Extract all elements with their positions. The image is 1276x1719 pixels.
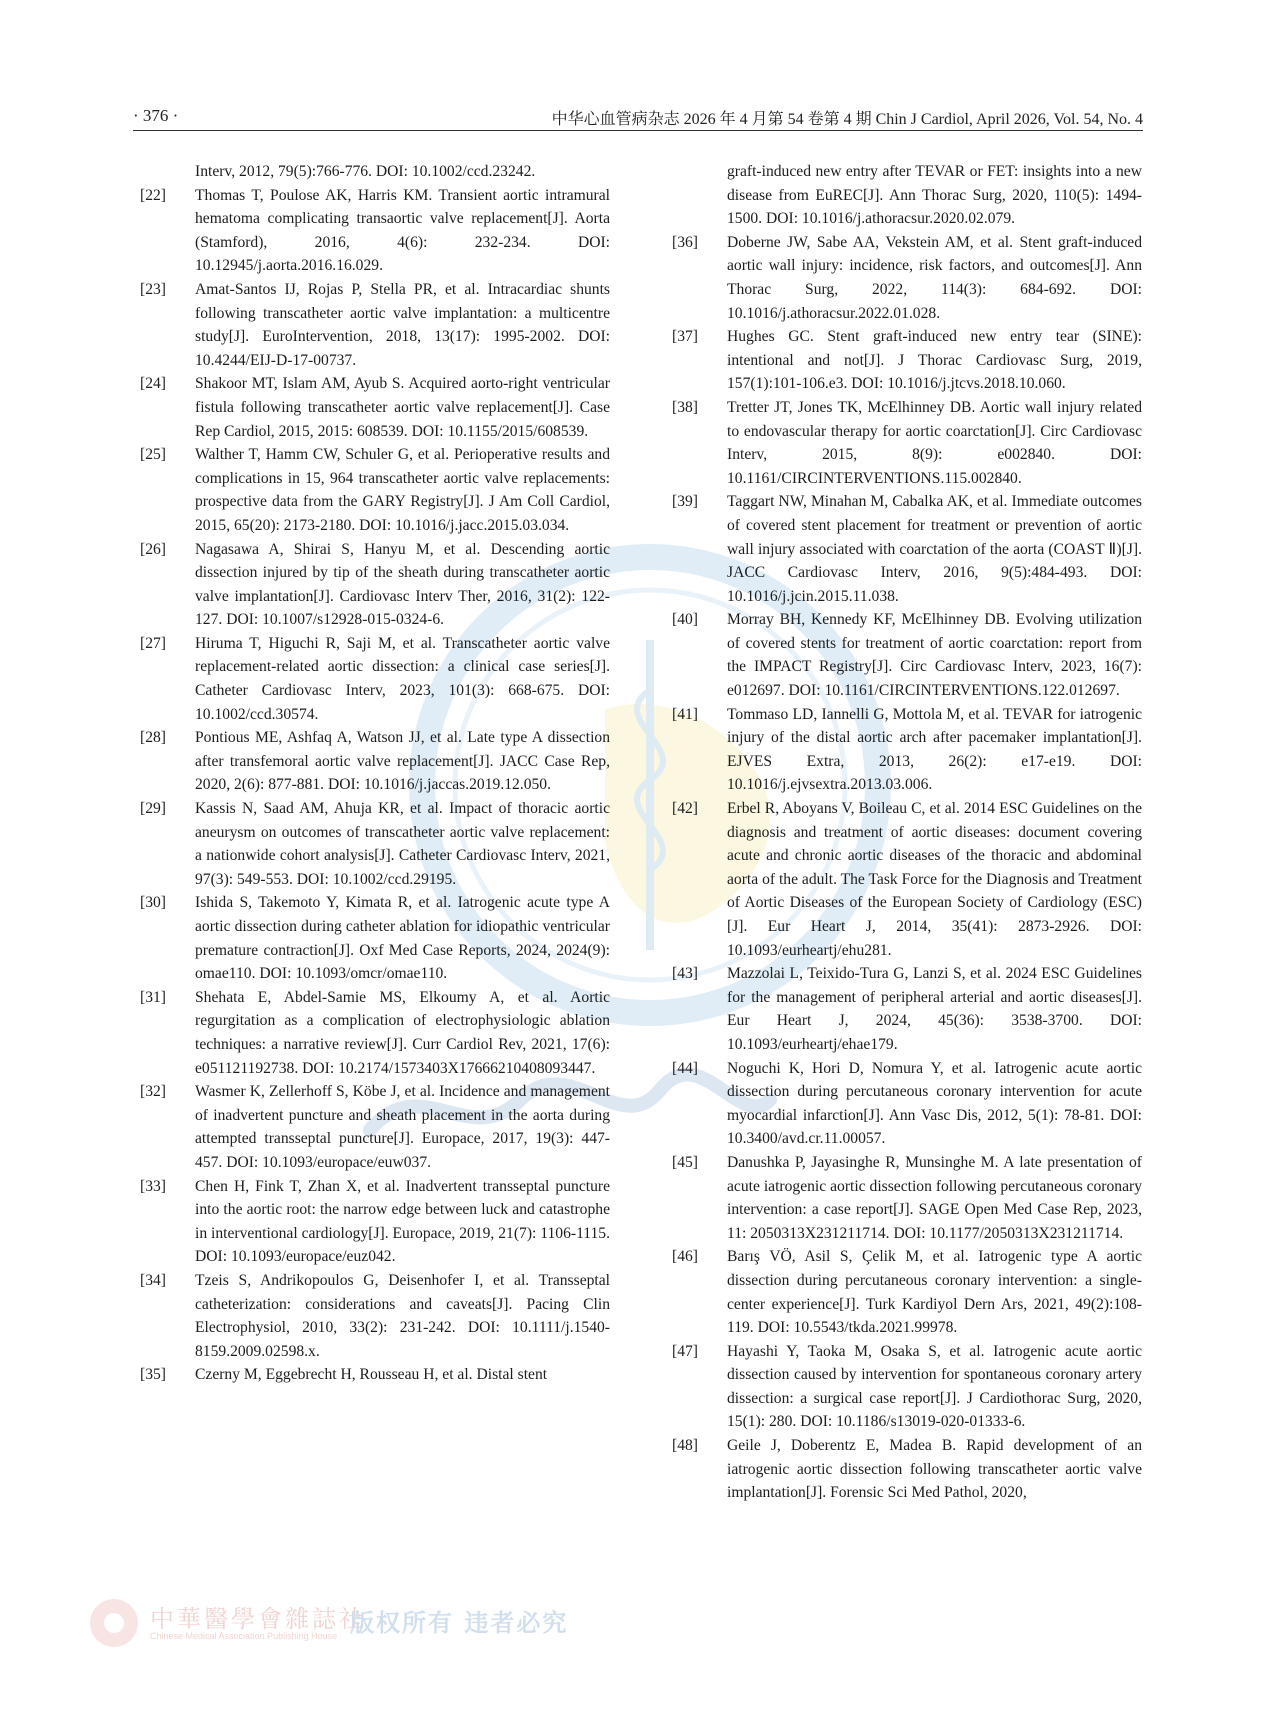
reference-entry	[672, 490, 1142, 608]
reference-list-left	[140, 160, 610, 1387]
reference-entry	[672, 231, 1142, 325]
reference-number: [22]	[140, 186, 166, 204]
reference-number: [24]	[140, 375, 166, 393]
publisher-emblem-icon	[88, 1597, 140, 1649]
reference-text: Tretter JT, Jones TK, McElhinney DB. Aortic wall injury related to endovascular therapy for aortic coarctation[J]. Circ Cardiovasc Interv, 2015, 8(9): e002840. DOI: 10.1161/CIRCINTERVENTIONS.115.002840.	[727, 398, 1142, 487]
reference-text: Shehata E, Abdel-Samie MS, Elkoumy A, et al. Aortic regurgitation as a complication of electrophysiologic ablation techniques: a narrative review[J]. Curr Cardiol Rev, 2021, 17(6): e051121192738. DOI: 10.2174/1573403X17666210408093447.	[195, 988, 610, 1077]
reference-number: [44]	[672, 1059, 698, 1077]
reference-text: Walther T, Hamm CW, Schuler G, et al. Perioperative results and complications in 15, 964 transcatheter aortic valve replacements: prospective data from the GARY Registry[J]. J Am Coll Cardiol, 2015, 65(20): 2173-2180. DOI: 10.1016/j.jacc.2015.03.034.	[195, 446, 610, 534]
reference-number: [36]	[672, 233, 698, 251]
reference-entry	[140, 632, 610, 726]
reference-number: [41]	[672, 705, 698, 723]
reference-text: Tommaso LD, Iannelli G, Mottola M, et al. TEVAR for iatrogenic injury of the distal aortic arch after pacemaker implantation[J]. EJVES Extra, 2013, 26(2): e17-e19. DOI: 10.1016/j.ejvsextra.2013.03.006.	[727, 705, 1142, 794]
reference-number: [30]	[140, 894, 166, 912]
reference-number: [39]	[672, 493, 698, 511]
reference-text: Hayashi Y, Taoka M, Osaka S, et al. Iatrogenic acute aortic dissection caused by intervention for spontaneous coronary artery dissection: a surgical case report[J]. J Cardiothorac Surg, 2020, 15(1): 280. DOI: 10.1186/s13019-020-01333-6.	[727, 1342, 1142, 1431]
reference-number: [32]	[140, 1083, 166, 1101]
page-number: · 376 ·	[133, 106, 179, 125]
reference-number: [47]	[672, 1342, 698, 1360]
reference-number: [34]	[140, 1271, 166, 1289]
publisher-name: 中華醫學會雜誌社	[150, 1605, 366, 1633]
reference-entry	[672, 797, 1142, 962]
reference-text: Wasmer K, Zellerhoff S, Köbe J, et al. Incidence and management of inadvertent puncture and sheath placement in the aorta during attempted transseptal puncture[J]. Europace, 2017, 19(3): 447-457. DOI: 10.1093/europace/euw037.	[195, 1083, 610, 1171]
reference-text: graft-induced new entry after TEVAR or FET: insights into a new disease from EuREC[J]. Ann Thorac Surg, 2020, 110(5): 1494-1500. DOI: 10.1016/j.athoracsur.2020.02.079.	[727, 163, 1142, 228]
publisher-watermark	[88, 1597, 608, 1653]
reference-entry	[140, 278, 610, 372]
reference-entry	[140, 1363, 610, 1387]
reference-text: Barış VÖ, Asil S, Çelik M, et al. Iatrogenic type A aortic dissection during percutaneous coronary intervention: a single-center experience[J]. Turk Kardiyol Dern Ars, 2021, 49(2):108-119. DOI: 10.5543/tkda.2021.99978.	[727, 1248, 1142, 1337]
reference-number: [26]	[140, 540, 166, 558]
reference-entry	[140, 443, 610, 537]
reference-entry	[672, 1245, 1142, 1339]
reference-number: [23]	[140, 280, 166, 298]
reference-text: Pontious ME, Ashfaq A, Watson JJ, et al. Late type A dissection after transfemoral aortic valve replacement[J]. JACC Case Rep, 2020, 2(6): 877-881. DOI: 10.1016/j.jaccas.2019.12.050.	[195, 729, 610, 794]
reference-number: [37]	[672, 328, 698, 346]
reference-text: Kassis N, Saad AM, Ahuja KR, et al. Impact of thoracic aortic aneurysm on outcomes of transcatheter aortic valve replacement: a nationwide cohort analysis[J]. Catheter Cardiovasc Interv, 2021, 97(3): 549-553. DOI: 10.1002/ccd.29195.	[195, 800, 610, 888]
reference-number: [42]	[672, 800, 698, 818]
reference-entry	[672, 160, 1142, 231]
reference-entry	[672, 396, 1142, 490]
reference-text: Taggart NW, Minahan M, Cabalka AK, et al. Immediate outcomes of covered stent placement for treatment or prevention of aortic wall injury associated with coarctation of the aorta (COAST Ⅱ)[J]. JACC Cardiovasc Interv, 2016, 9(5):484-493. DOI: 10.1016/j.jcin.2015.11.038.	[727, 493, 1142, 605]
reference-number: [29]	[140, 800, 166, 818]
reference-entry	[140, 1269, 610, 1363]
reference-number: [38]	[672, 398, 698, 416]
reference-text: Danushka P, Jayasinghe R, Munsinghe M. A late presentation of acute iatrogenic aortic dissection following percutaneous coronary intervention: a case report[J]. SAGE Open Med Case Rep, 2023, 11: 2050313X231211714. DOI: 10.1177/2050313X231211714.	[727, 1153, 1142, 1242]
running-header	[133, 104, 1143, 131]
reference-text: Thomas T, Poulose AK, Harris KM. Transient aortic intramural hematoma complicating transaortic valve replacement[J]. Aorta (Stamford), 2016, 4(6): 232-234. DOI: 10.12945/j.aorta.2016.16.029.	[195, 186, 610, 275]
reference-entry	[140, 986, 610, 1080]
right-column	[672, 160, 1142, 1505]
reference-number: [45]	[672, 1153, 698, 1171]
reference-entry	[672, 608, 1142, 702]
reference-entry	[672, 703, 1142, 797]
reference-text: Amat-Santos IJ, Rojas P, Stella PR, et al. Intracardiac shunts following transcatheter aortic valve implantation: a multicentre study[J]. EuroIntervention, 2018, 13(17): 1995-2002. DOI: 10.4244/EIJ-D-17-00737.	[195, 280, 610, 369]
reference-entry	[140, 1080, 610, 1174]
reference-entry	[672, 962, 1142, 1056]
reference-entry	[672, 1434, 1142, 1505]
reference-number: [31]	[140, 988, 166, 1006]
journal-citation: 中华心血管病杂志 2026 年 4 月第 54 卷第 4 期 Chin J Cardiol, April 2026, Vol. 54, No. 4	[551, 111, 1143, 128]
left-column	[140, 160, 610, 1387]
reference-text: Czerny M, Eggebrecht H, Rousseau H, et al. Distal stent	[195, 1366, 548, 1384]
reference-entry	[140, 184, 610, 278]
reference-list-right	[672, 160, 1142, 1505]
reference-text: Shakoor MT, Islam AM, Ayub S. Acquired aorto-right ventricular fistula following transcatheter aortic valve replacement[J]. Case Rep Cardiol, 2015, 2015: 608539. DOI: 10.1155/2015/608539.	[195, 375, 610, 440]
reference-number: [27]	[140, 634, 166, 652]
reference-entry	[140, 891, 610, 985]
copyright-notice: 版权所有 违者必究	[350, 1609, 569, 1637]
reference-entry	[140, 1175, 610, 1269]
reference-text: Chen H, Fink T, Zhan X, et al. Inadvertent transseptal puncture into the aortic root: the narrow edge between luck and catastrophe in interventional cardiology[J]. Europace, 2019, 21(7): 1106-1115. DOI: 10.1093/europace/euz042.	[195, 1177, 610, 1266]
reference-text: Ishida S, Takemoto Y, Kimata R, et al. Iatrogenic acute type A aortic dissection during catheter ablation for idiopathic ventricular premature contraction[J]. Oxf Med Case Reports, 2024, 2024(9): omae110. DOI: 10.1093/omcr/omae110.	[195, 894, 610, 983]
reference-number: [33]	[140, 1177, 166, 1195]
reference-entry	[140, 160, 610, 184]
reference-text: Erbel R, Aboyans V, Boileau C, et al. 2014 ESC Guidelines on the diagnosis and treatment of aortic diseases: document covering acute and chronic aortic diseases of the thoracic and abdominal aorta of the adult. The Task Force for the Diagnosis and Treatment of Aortic Diseases of the European Society of Cardiology (ESC)[J]. Eur Heart J, 2014, 35(41): 2873-2926. DOI: 10.1093/eurheartj/ehu281.	[727, 800, 1142, 959]
reference-entry	[140, 538, 610, 632]
reference-text: Hiruma T, Higuchi R, Saji M, et al. Transcatheter aortic valve replacement-related aortic dissection: a clinical case series[J]. Catheter Cardiovasc Interv, 2023, 101(3): 668-675. DOI: 10.1002/ccd.30574.	[195, 634, 610, 723]
reference-text: Mazzolai L, Teixido-Tura G, Lanzi S, et al. 2024 ESC Guidelines for the management of peripheral arterial and aortic diseases[J]. Eur Heart J, 2024, 45(36): 3538-3700. DOI: 10.1093/eurheartj/ehae179.	[727, 965, 1142, 1053]
reference-entry	[672, 1057, 1142, 1151]
reference-text: Hughes GC. Stent graft-induced new entry tear (SINE): intentional and not[J]. J Thorac Cardiovasc Surg, 2019, 157(1):101-106.e3. DOI: 10.1016/j.jtcvs.2018.10.060.	[727, 328, 1142, 393]
reference-text: Doberne JW, Sabe AA, Vekstein AM, et al. Stent graft-induced aortic wall injury: incidence, risk factors, and outcomes[J]. Ann Thorac Surg, 2022, 114(3): 684-692. DOI: 10.1016/j.athoracsur.2022.01.028.	[727, 233, 1142, 322]
publisher-name-en: Chinese Medical Association Publishing House	[150, 1631, 338, 1641]
reference-text: Geile J, Doberentz E, Madea B. Rapid development of an iatrogenic aortic dissection following transcatheter aortic valve implantation[J]. Forensic Sci Med Pathol, 2020,	[727, 1437, 1142, 1502]
reference-entry	[672, 1151, 1142, 1245]
reference-text: Tzeis S, Andrikopoulos G, Deisenhofer I, et al. Transseptal catheterization: considerations and caveats[J]. Pacing Clin Electrophysiol, 2010, 33(2): 231-242. DOI: 10.1111/j.1540-8159.2009.02598.x.	[195, 1271, 610, 1360]
reference-number: [40]	[672, 611, 698, 629]
reference-number: [48]	[672, 1437, 698, 1455]
reference-entry	[140, 726, 610, 797]
reference-number: [43]	[672, 965, 698, 983]
reference-text: Nagasawa A, Shirai S, Hanyu M, et al. Descending aortic dissection injured by tip of the sheath during transcatheter aortic valve implantation[J]. Cardiovasc Interv Ther, 2016, 31(2): 122-127. DOI: 10.1007/s12928-015-0324-6.	[195, 540, 610, 629]
reference-number: [46]	[672, 1248, 698, 1266]
reference-number: [28]	[140, 729, 166, 747]
reference-number: [35]	[140, 1366, 166, 1384]
reference-text: Noguchi K, Hori D, Nomura Y, et al. Iatrogenic acute aortic dissection during percutaneous coronary intervention for acute myocardial infarction[J]. Ann Vasc Dis, 2012, 5(1): 78-81. DOI: 10.3400/avd.cr.11.00057.	[727, 1059, 1142, 1148]
reference-entry	[672, 325, 1142, 396]
reference-text: Morray BH, Kennedy KF, McElhinney DB. Evolving utilization of covered stents for treatment of aortic coarctation: report from the IMPACT Registry[J]. Circ Cardiovasc Interv, 2023, 16(7): e012697. DOI: 10.1161/CIRCINTERVENTIONS.122.012697.	[727, 611, 1142, 700]
reference-entry	[140, 372, 610, 443]
reference-number: [25]	[140, 446, 166, 464]
reference-entry	[672, 1340, 1142, 1434]
reference-text: Interv, 2012, 79(5):766-776. DOI: 10.1002/ccd.23242.	[195, 163, 536, 180]
reference-entry	[140, 797, 610, 891]
